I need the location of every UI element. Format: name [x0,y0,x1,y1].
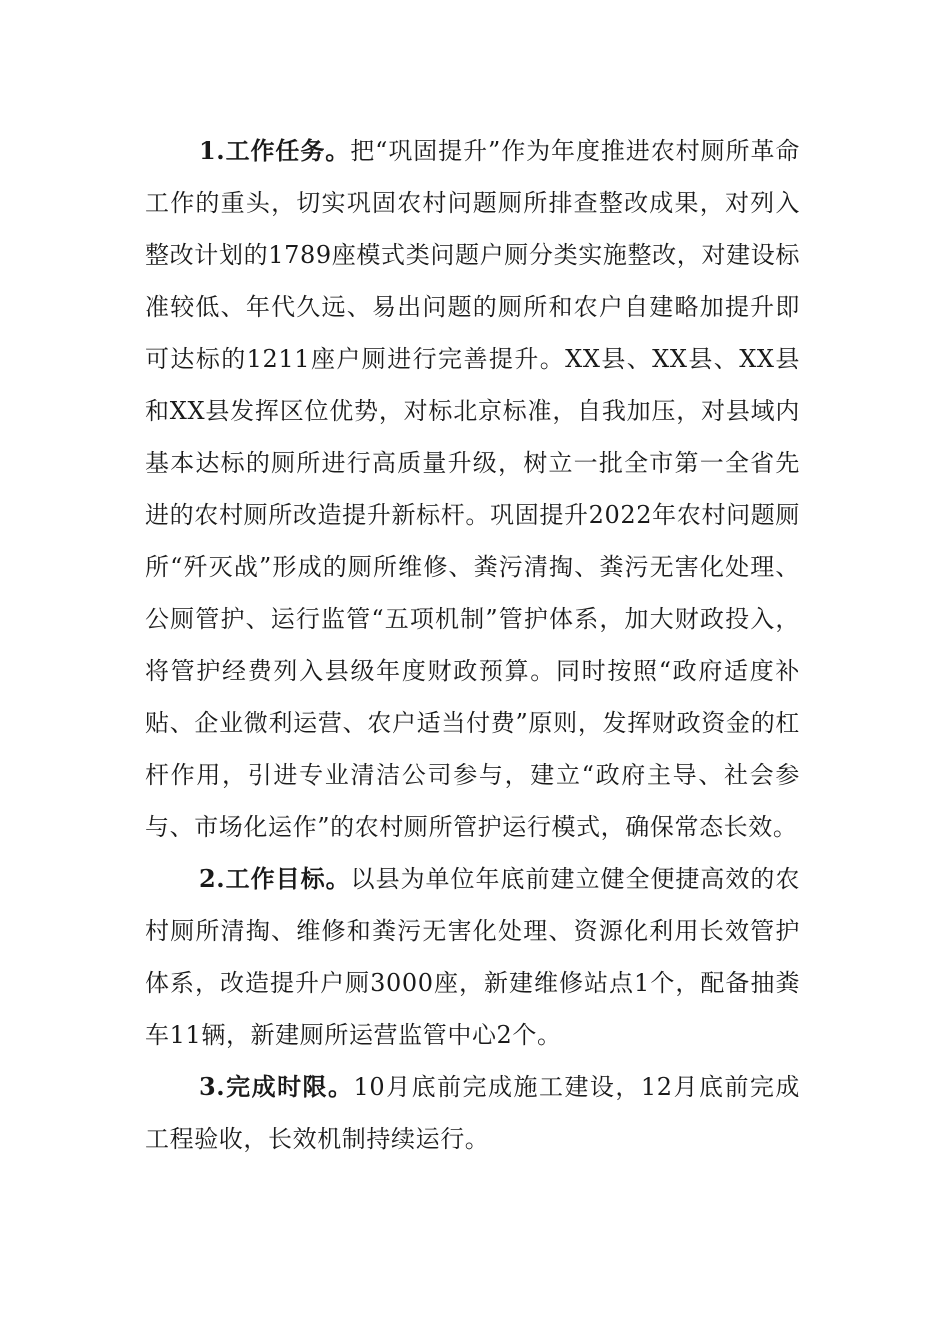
paragraph-work-task [145,125,800,853]
paragraph-heading: 3.完成时限。 [199,1072,354,1101]
paragraph-work-goal [145,853,800,1061]
paragraph-text: 把“巩固提升”作为年度推进农村厕所革命工作的重头，切实巩固农村问题厕所排查整改成果，对列入整改计划的1789座模式类问题户厕分类实施整改，对建设标准较低、年代久远、易出问题的厕所和农户自建略加提升即可达标的1211座户厕进行完善提升。XX县、XX县、XX县和XX县发挥区位优势，对标北京标准，自我加压，对县域内基本达标的厕所进行高质量升级，树立一批全市第一全省先进的农村厕所改造提升新标杆。巩固提升2022年农村问题厕所“歼灭战”形成的厕所维修、粪污清掏、粪污无害化处理、公厕管护、运行监管“五项机制”管护体系，加大财政投入，将管护经费列入县级年度财政预算。同时按照“政府适度补贴、企业微利运营、农户适当付费”原则，发挥财政资金的杠杆作用，引进专业清洁公司参与，建立“政府主导、社会参与、市场化运作”的农村厕所管护运行模式，确保常态长效。 [145,137,800,841]
paragraph-heading: 2.工作目标。 [199,864,351,893]
paragraph-text: 10月底前完成施工建设，12月底前完成工程验收，长效机制持续运行。 [145,1073,800,1153]
document-body [145,125,800,1165]
paragraph-heading: 1.工作任务。 [199,136,351,165]
paragraph-text: 以县为单位年底前建立健全便捷高效的农村厕所清掏、维修和粪污无害化处理、资源化利用长效管护体系，改造提升户厕3000座，新建维修站点1个，配备抽粪车11辆，新建厕所运营监管中心2个。 [145,865,800,1049]
paragraph-deadline [145,1061,800,1165]
